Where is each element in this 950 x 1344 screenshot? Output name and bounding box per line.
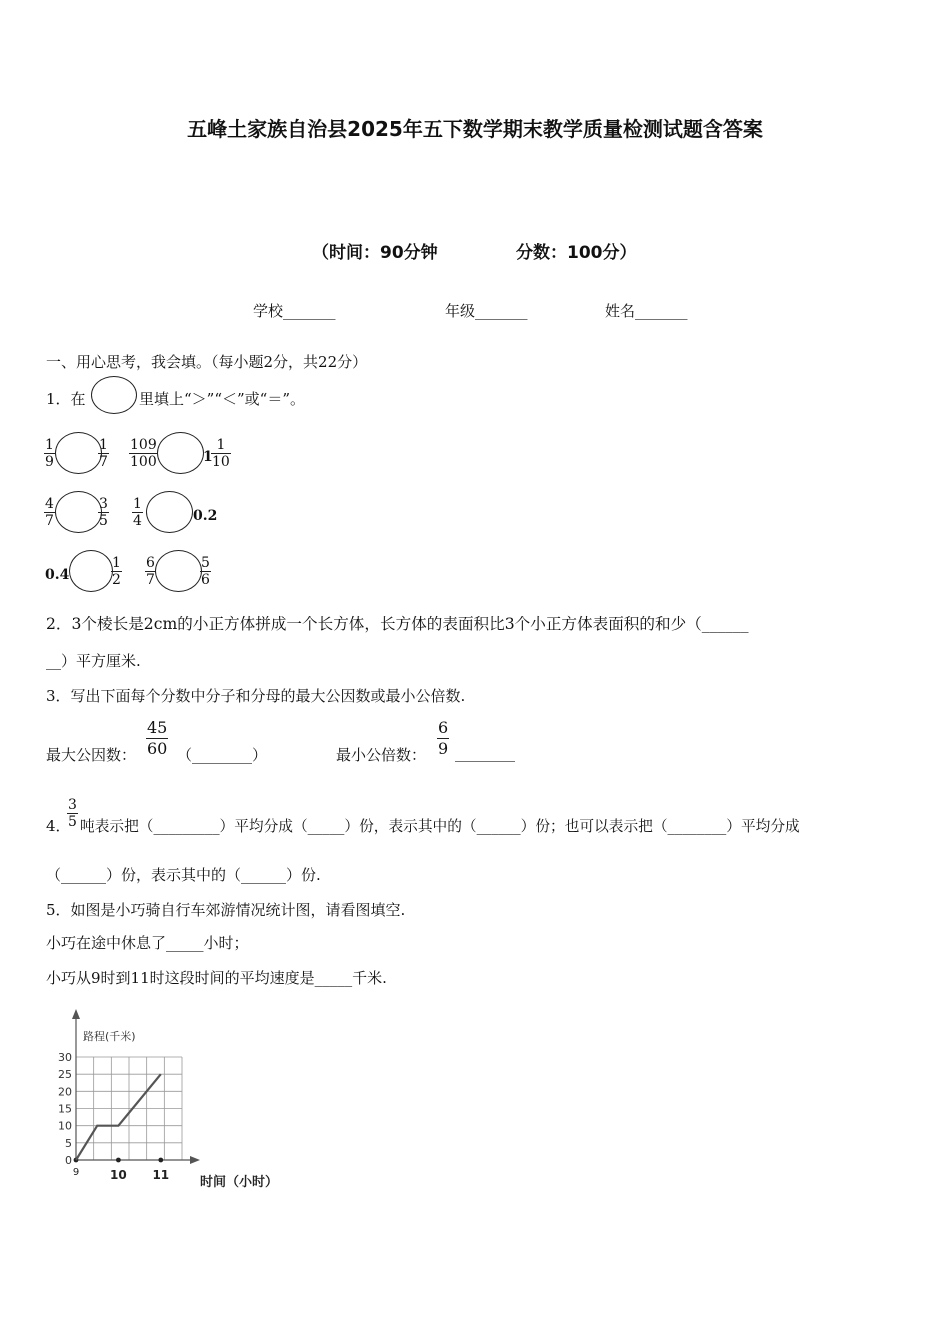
q5-prompt: 5．如图是小巧骑自行车郊游情况统计图，请看图填空.: [46, 901, 406, 919]
answer-circle-1[interactable]: [55, 432, 102, 474]
q1-item5-right: $\frac{1}{2}$: [112, 555, 121, 588]
q1-item2-right: $\frac{1}{10}$: [212, 437, 230, 470]
q1-item6-left: $\frac{6}{7}$: [146, 555, 155, 588]
section-heading: 一、用心思考，我会填。（每小题2分，共22分）: [46, 353, 368, 371]
q1-item1-right: $\frac{1}{7}$: [99, 437, 108, 470]
q4-line1: 吨表示把（_________）平均分成（_____）份，表示其中的（______）份；也可以表示把（________）平均分成: [80, 818, 800, 835]
q1-item5-left: 0.4: [45, 567, 70, 583]
q3-prompt: 3．写出下面每个分数中分子和分母的最大公因数或最小公倍数.: [46, 687, 466, 705]
q1-item4-right: 0.2: [193, 508, 218, 524]
document-title: 五峰土家族自治县2025年五下数学期末教学质量检测试题含答案: [187, 117, 763, 141]
y-tick-label: 20: [58, 1085, 72, 1099]
q1-item3-right: $\frac{3}{5}$: [99, 496, 108, 529]
q3-lcm-fraction: $\frac{6}{9}$: [438, 718, 449, 758]
x-axis-label: 时间（小时）: [200, 1175, 279, 1190]
x-tick-label: 11: [152, 1168, 170, 1182]
y-axis-arrow: [72, 1009, 80, 1019]
q2-line2: __）平方厘米.: [46, 652, 141, 670]
q4-line2: （______）份，表示其中的（______）份.: [46, 866, 321, 884]
q3-gcd-fraction: $\frac{45}{60}$: [147, 718, 168, 758]
distance-time-chart: [40, 1005, 320, 1200]
q1-prompt-a: 1．在: [46, 390, 86, 408]
q3-lcm-blank[interactable]: ________: [455, 744, 515, 762]
q5-line1: 小巧在途中休息了_____小时；: [46, 934, 249, 952]
x-tick-label: 9: [72, 1167, 80, 1178]
sample-answer-circle: [91, 376, 137, 414]
y-tick-label: 0: [65, 1154, 72, 1167]
q4-number: 4．: [46, 817, 71, 835]
grade-field[interactable]: 年级_______: [445, 302, 528, 320]
q1-item6-right: $\frac{5}{6}$: [201, 555, 210, 588]
y-tick-label: 5: [65, 1136, 72, 1150]
q1-prompt-b: 里填上“＞”“＜”或“＝”。: [139, 390, 306, 408]
distance-series-line: [76, 1074, 161, 1160]
q1-item3-left: $\frac{4}{7}$: [45, 496, 54, 529]
exam-score: 分数：100分）: [516, 243, 637, 263]
q4-fraction: $\frac{3}{5}$: [68, 797, 77, 830]
y-tick-label: 25: [58, 1068, 72, 1082]
answer-circle-3[interactable]: [55, 491, 102, 533]
school-field[interactable]: 学校_______: [253, 302, 336, 320]
q1-item2-whole: 1: [203, 449, 213, 465]
q3-gcd-blank[interactable]: （________）: [177, 746, 268, 764]
y-tick-label: 10: [58, 1119, 72, 1133]
q3-gcd-label: 最大公因数：: [46, 746, 137, 764]
q1-item2-left: $\frac{109}{100}$: [130, 437, 157, 470]
y-tick-label: 15: [58, 1102, 72, 1116]
q1-item4-left: $\frac{1}{4}$: [133, 496, 142, 529]
x-tick-dot: [116, 1158, 121, 1163]
answer-circle-6[interactable]: [155, 550, 202, 592]
name-field[interactable]: 姓名_______: [605, 302, 688, 320]
x-axis-arrow: [190, 1156, 200, 1164]
answer-circle-2[interactable]: [157, 432, 204, 474]
answer-circle-5[interactable]: [69, 550, 113, 592]
x-tick-label: 10: [110, 1168, 127, 1182]
chart-grid: [76, 1057, 182, 1160]
q1-item1-left: $\frac{1}{9}$: [45, 437, 54, 470]
exam-time: （时间：90分钟: [312, 243, 438, 263]
q5-line2: 小巧从9时到11时这段时间的平均速度是_____千米.: [46, 969, 387, 987]
q3-lcm-label: 最小公倍数：: [336, 746, 427, 764]
x-tick-dot: [158, 1158, 163, 1163]
y-tick-label: 30: [58, 1051, 72, 1064]
answer-circle-4[interactable]: [146, 491, 193, 533]
q2-line1: 2．3个棱长是2cm的小正方体拼成一个长方体，长方体的表面积比3个小正方体表面积的和少（______: [46, 615, 749, 633]
y-axis-label: 路程(千米): [83, 1030, 136, 1043]
